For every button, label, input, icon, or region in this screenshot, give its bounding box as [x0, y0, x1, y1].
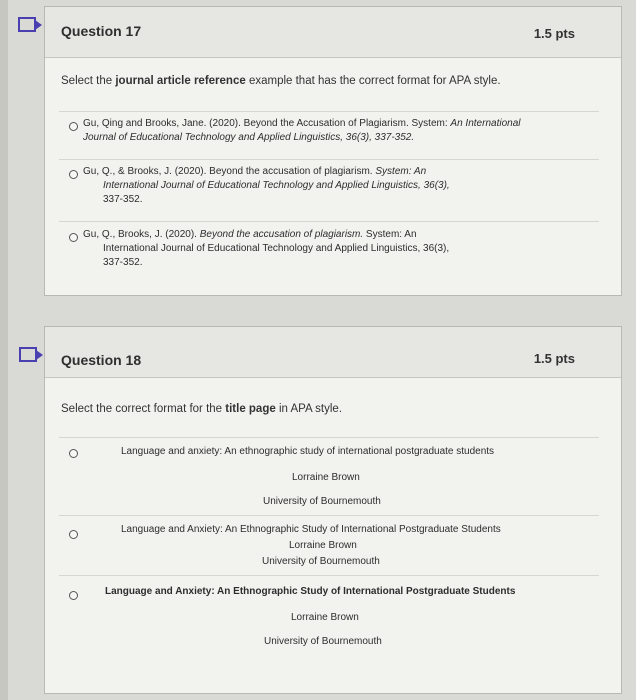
institution-line: University of Bournemouth	[264, 636, 382, 647]
title-line: Language and Anxiety: An Ethnographic Study of International Postgraduate Students	[105, 586, 516, 597]
flag-icon[interactable]	[19, 347, 37, 362]
radio-icon[interactable]	[69, 122, 78, 131]
answer-option[interactable]: Gu, Q., & Brooks, J. (2020). Beyond the accusation of plagiarism. System: An International Journal of Educational Technology and Applied Linguistics, 36(3), 337-352.	[59, 159, 599, 217]
answer-option[interactable]	[59, 515, 599, 575]
question-17-header	[45, 7, 621, 58]
radio-icon[interactable]	[69, 591, 78, 600]
author-line: Lorraine Brown	[292, 472, 360, 483]
radio-icon[interactable]	[69, 530, 78, 539]
question-18-card	[44, 326, 622, 694]
author-line: Lorraine Brown	[291, 612, 359, 623]
radio-icon[interactable]	[69, 170, 78, 179]
flag-icon[interactable]	[18, 17, 36, 32]
question-prompt: Select the journal article reference example that has the correct format for APA style.	[61, 75, 501, 87]
answer-option[interactable]: Gu, Qing and Brooks, Jane. (2020). Beyond the Accusation of Plagiarism. System: An International Journal of Educational Technology and Applied Linguistics, 36(3), 337-352.	[59, 111, 599, 153]
answer-option[interactable]	[59, 575, 599, 655]
question-points: 1.5 pts	[533, 351, 575, 366]
radio-icon[interactable]	[69, 449, 78, 458]
question-18-header	[45, 327, 621, 378]
author-line: Lorraine Brown	[289, 540, 357, 551]
question-points: 1.5 pts	[533, 26, 575, 41]
question-prompt: Select the correct format for the title page in APA style.	[61, 403, 343, 415]
title-line: Language and anxiety: An ethnographic study of international postgraduate students	[121, 446, 495, 457]
question-17-card	[44, 6, 622, 296]
institution-line: University of Bournemouth	[263, 496, 381, 507]
question-title: Question 18	[61, 352, 142, 368]
question-title: Question 17	[61, 23, 142, 39]
radio-icon[interactable]	[69, 233, 78, 242]
answer-option[interactable]: Gu, Q., Brooks, J. (2020). Beyond the accusation of plagiarism. System: An International Journal of Educational Technology and Applied Linguistics, 36(3), 337-352.	[59, 221, 599, 279]
page-edge	[0, 0, 8, 700]
answer-option[interactable]	[59, 437, 599, 517]
institution-line: University of Bournemouth	[262, 556, 380, 567]
title-line: Language and Anxiety: An Ethnographic Study of International Postgraduate Students	[121, 524, 501, 535]
